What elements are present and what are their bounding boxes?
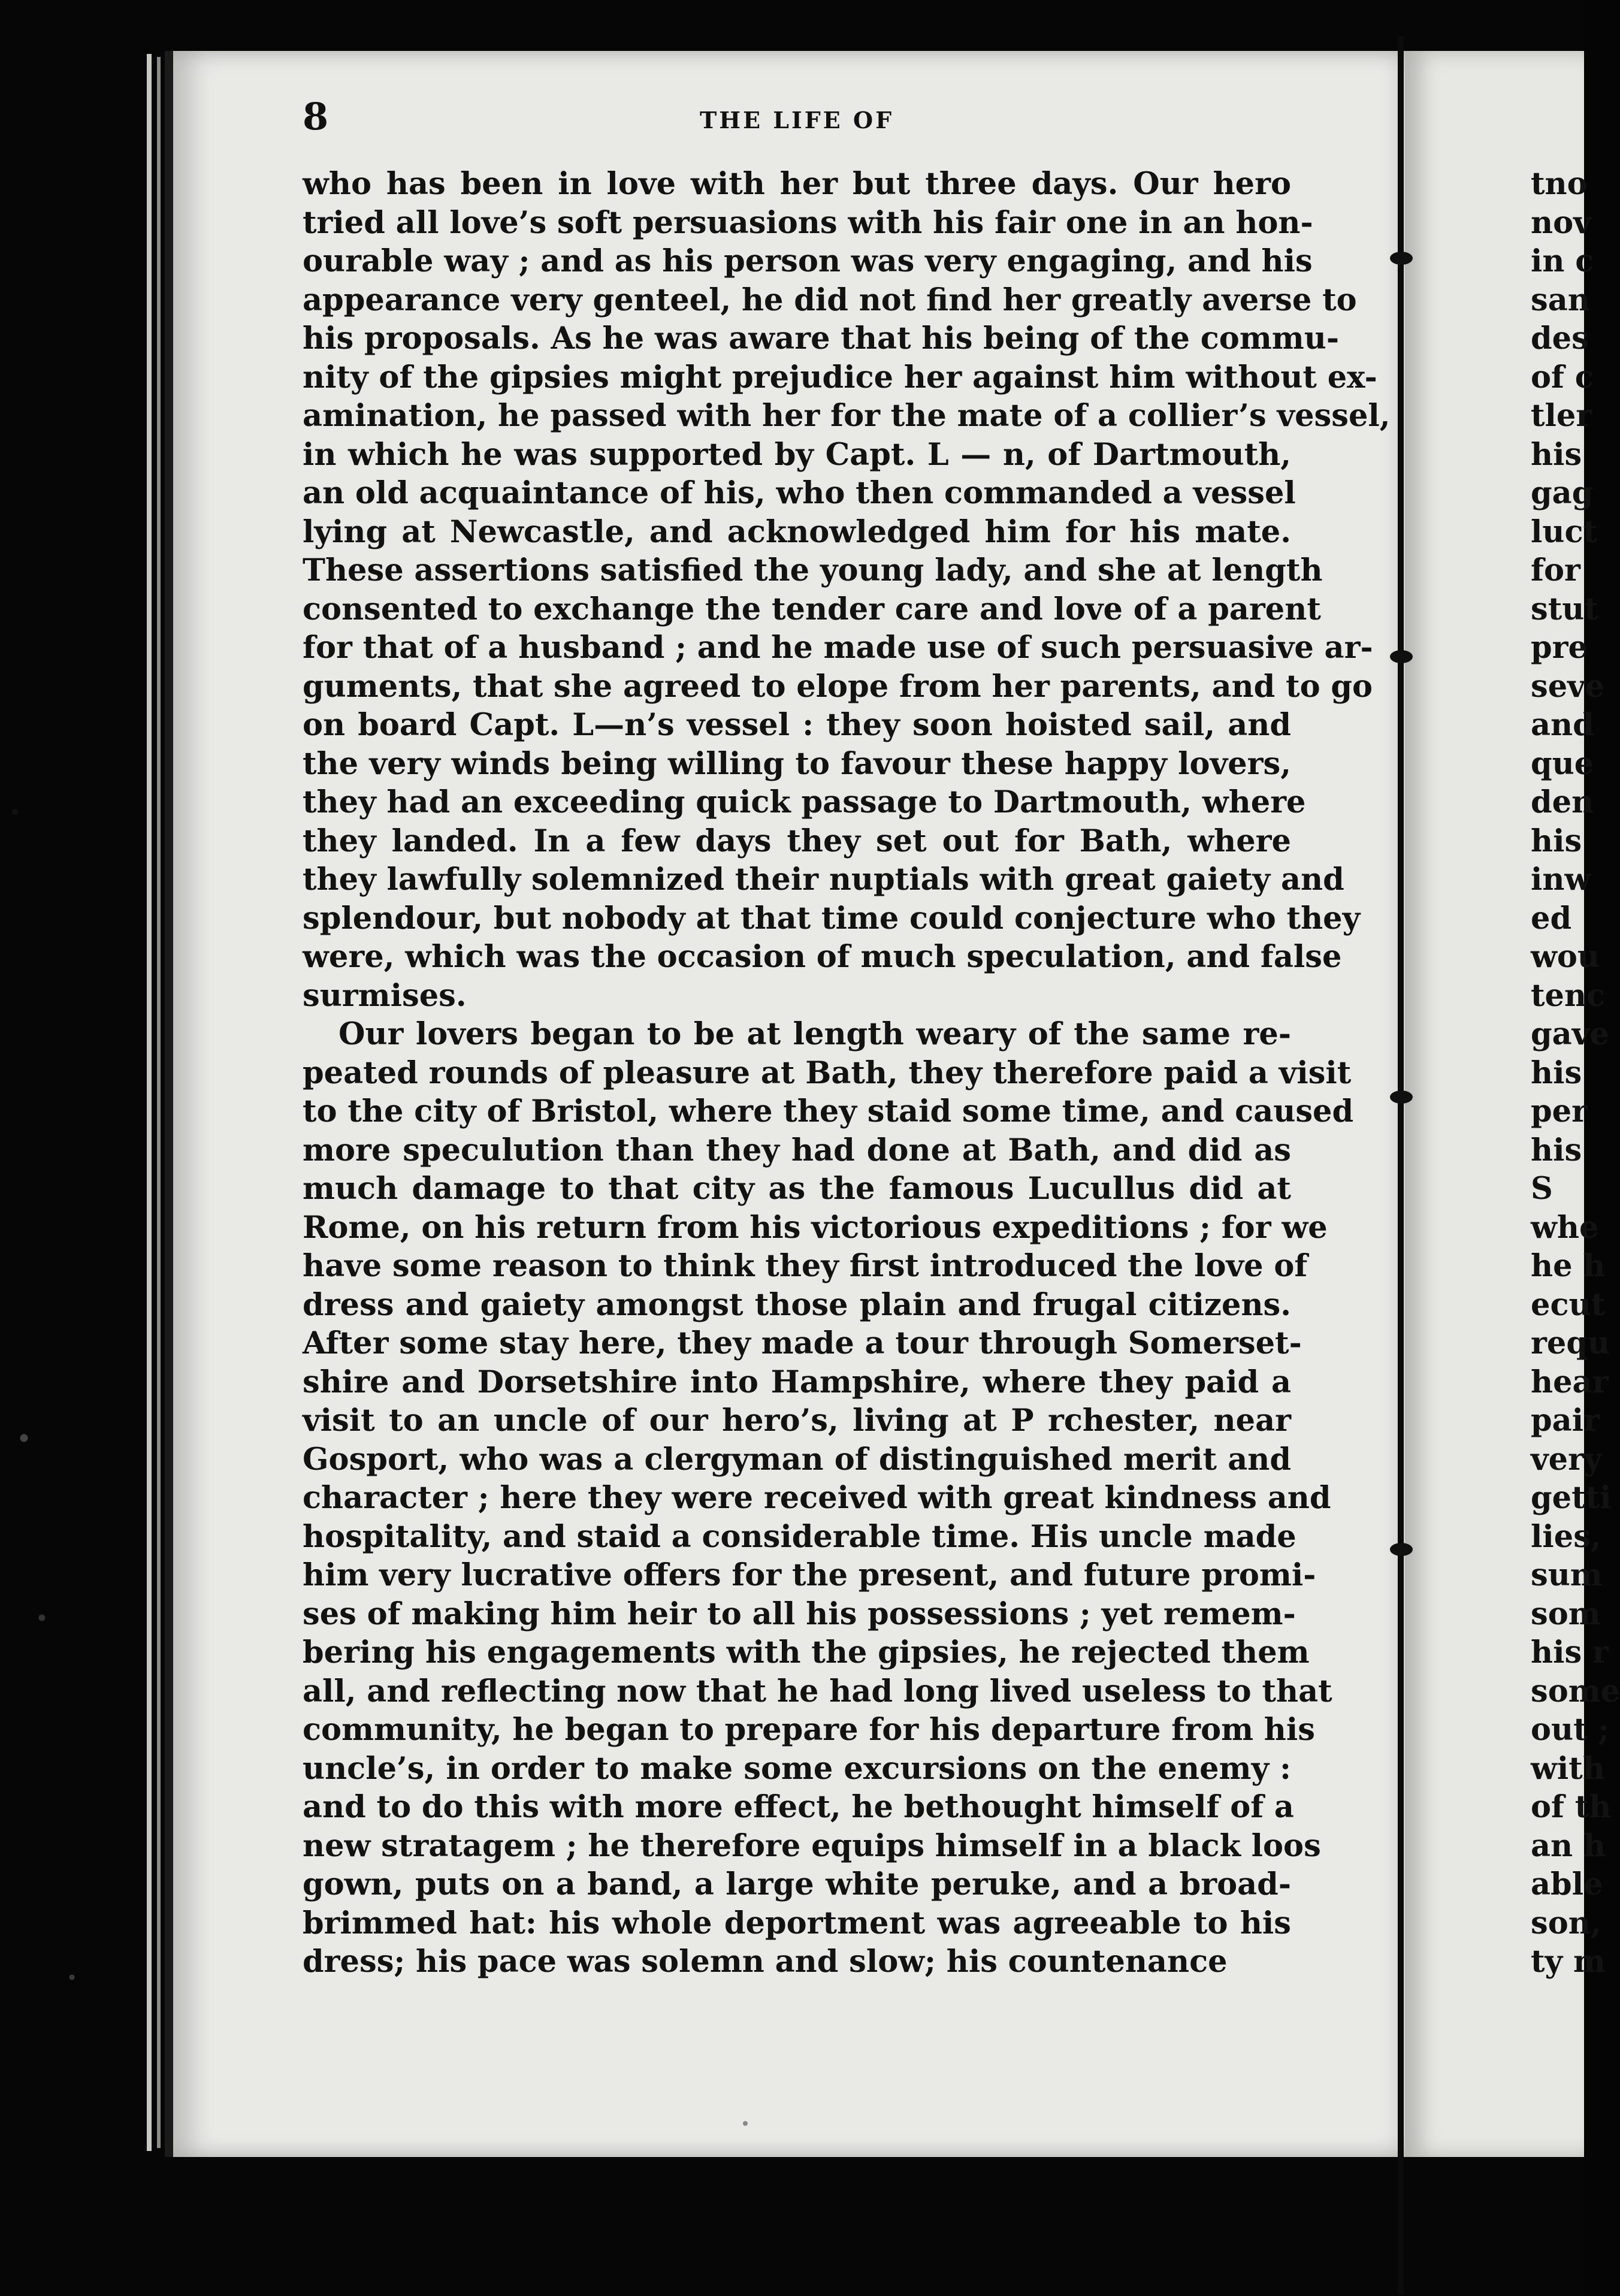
- text-line: ses of making him heir to all his possessions ; yet remem-: [303, 1596, 1296, 1632]
- text-line: they lawfully solemnized their nuptials with great gaiety and: [303, 862, 1344, 898]
- text-line: consented to exchange the tender care and love of a parent: [303, 591, 1321, 627]
- facing-page-line: pair: [1531, 1403, 1600, 1439]
- text-line: Gosport, who was a clergyman of distinguished merit and: [303, 1441, 1291, 1478]
- text-line: who has been in love with her but three days. Our hero: [303, 166, 1291, 202]
- text-line: gown, puts on a band, a large white peruke, and a broad-: [303, 1866, 1291, 1902]
- facing-page-line: his: [1531, 436, 1582, 473]
- facing-page-line: sum: [1531, 1557, 1603, 1593]
- text-line: surmises.: [303, 977, 467, 1014]
- facing-page-line: gag: [1531, 475, 1594, 511]
- scan-speck: [12, 809, 18, 815]
- text-line: bering his engagements with the gipsies, he rejected them: [303, 1635, 1310, 1670]
- facing-page-line: gave: [1531, 1016, 1609, 1052]
- facing-page-line: tenc: [1531, 977, 1606, 1014]
- binding-stitch-mark: [1390, 650, 1413, 663]
- facing-page-line: pre: [1531, 630, 1588, 666]
- facing-page-line: den: [1531, 784, 1594, 820]
- text-line: uncle’s, in order to make some excursions on the enemy :: [303, 1750, 1291, 1787]
- text-line: guments, that she agreed to elope from her parents, and to go: [303, 668, 1373, 705]
- text-line: splendour, but nobody at that time could conjecture who they: [303, 900, 1361, 936]
- facing-page-line: requ: [1531, 1325, 1610, 1361]
- facing-page-line: of th: [1531, 1789, 1612, 1825]
- text-line: have some reason to think they first introduced the love of: [303, 1248, 1308, 1284]
- text-line: shire and Dorsetshire into Hampshire, where they paid a: [303, 1364, 1291, 1400]
- facing-page-line: able: [1531, 1866, 1603, 1902]
- text-line: for that of a husband ; and he made use of such persuasive ar-: [303, 630, 1373, 666]
- text-line: peated rounds of pleasure at Bath, they therefore paid a visit: [303, 1055, 1352, 1091]
- text-line: Our lovers began to be at length weary of the same re-: [338, 1016, 1291, 1052]
- text-line: his proposals. As he was aware that his being of the commu-: [303, 321, 1339, 357]
- facing-page-line: son,: [1531, 1905, 1601, 1941]
- facing-page-line: an h: [1531, 1827, 1606, 1864]
- text-line: an old acquaintance of his, who then commanded a vessel: [303, 475, 1296, 511]
- facing-page-line: S: [1531, 1171, 1553, 1207]
- text-line: on board Capt. L—n’s vessel : they soon hoisted sail, and: [303, 707, 1291, 743]
- facing-page-line: ty m: [1531, 1944, 1606, 1980]
- text-line: tried all love’s soft persuasions with his fair one in an hon-: [303, 204, 1313, 241]
- text-line: ourable way ; and as his person was very engaging, and his: [303, 243, 1313, 279]
- text-line: Rome, on his return from his victorious expeditions ; for we: [303, 1209, 1328, 1246]
- text-line: much damage to that city as the famous Lucullus did at: [303, 1171, 1291, 1207]
- facing-page-line: wou: [1531, 939, 1600, 975]
- facing-page-line: hear: [1531, 1364, 1609, 1400]
- text-line: to the city of Bristol, where they staid some time, and caused: [303, 1093, 1354, 1129]
- facing-page-line: in c: [1531, 243, 1594, 279]
- facing-page-line: getti: [1531, 1480, 1612, 1516]
- facing-page-line: his r: [1531, 1635, 1609, 1670]
- facing-page-line: san: [1531, 282, 1590, 318]
- facing-page-line: ed: [1531, 900, 1572, 936]
- text-line: they had an exceeding quick passage to Dartmouth, where: [303, 784, 1306, 820]
- text-line: in which he was supported by Capt. L — n, of Dartmouth,: [303, 436, 1291, 473]
- text-line: amination, he passed with her for the mate of a collier’s vessel,: [303, 398, 1391, 434]
- facing-page-line: per: [1531, 1093, 1588, 1129]
- binding-stitch-mark: [1390, 1543, 1413, 1556]
- facing-page-line: som: [1531, 1596, 1601, 1632]
- facing-page-line: his: [1531, 823, 1582, 859]
- book-gutter: [1398, 36, 1404, 2295]
- text-line: dress; his pace was solemn and slow; his countenance: [303, 1944, 1228, 1980]
- facing-page-line: des: [1531, 321, 1589, 357]
- facing-page-line: with: [1531, 1750, 1605, 1787]
- page-edge: [147, 54, 152, 2151]
- facing-page-line: his: [1531, 1132, 1582, 1168]
- facing-page-line: whe: [1531, 1209, 1599, 1246]
- facing-page-line: lies,: [1531, 1518, 1601, 1555]
- text-line: community, he began to prepare for his departure from his: [303, 1712, 1315, 1748]
- binding-stitch-mark: [1390, 252, 1413, 265]
- text-line: nity of the gipsies might prejudice her against him without ex-: [303, 359, 1377, 395]
- text-line: they landed. In a few days they set out for Bath, where: [303, 823, 1291, 859]
- text-line: dress and gaiety amongst those plain and frugal citizens.: [303, 1286, 1291, 1323]
- facing-page-line: seve: [1531, 668, 1605, 705]
- text-line: all, and reflecting now that he had long lived useless to that: [303, 1673, 1332, 1709]
- text-line: the very winds being willing to favour these happy lovers,: [303, 745, 1291, 782]
- text-line: more speculution than they had done at Bath, and did as: [303, 1132, 1291, 1168]
- facing-page-line: out ;: [1531, 1712, 1610, 1748]
- text-line: visit to an uncle of our hero’s, living at P rchester, near: [303, 1403, 1291, 1439]
- text-line: lying at Newcastle, and acknowledged him for his mate.: [303, 513, 1291, 550]
- facing-page-line: ecut: [1531, 1286, 1606, 1323]
- text-line: appearance very genteel, he did not find her greatly averse to: [303, 282, 1357, 318]
- binding-stitch-mark: [1390, 1090, 1413, 1104]
- facing-page-line: of c: [1531, 359, 1594, 395]
- facing-page-line: his: [1531, 1055, 1582, 1091]
- facing-page-line: luct: [1531, 513, 1598, 550]
- body-text: [303, 165, 1391, 1981]
- text-line: were, which was the occasion of much speculation, and false: [303, 939, 1342, 975]
- facing-page-line: tler: [1531, 398, 1592, 434]
- text-line: After some stay here, they made a tour through Somerset-: [303, 1325, 1302, 1361]
- text-line: him very lucrative offers for the present, and future promi-: [303, 1557, 1316, 1593]
- facing-page-line: inw: [1531, 862, 1591, 898]
- facing-page-text-fragment: [1531, 165, 1620, 1981]
- page-number: 8: [303, 95, 329, 138]
- text-line: brimmed hat: his whole deportment was agreeable to his: [303, 1905, 1291, 1941]
- facing-page-line: tno: [1531, 166, 1588, 202]
- text-line: hospitality, and staid a considerable time. His uncle made: [303, 1518, 1296, 1555]
- scan-speck: [743, 2121, 748, 2126]
- page-edge-shadow: [157, 57, 161, 2148]
- running-title: THE LIFE OF: [699, 107, 894, 134]
- text-line: These assertions satisfied the young lady, and she at length: [303, 552, 1323, 588]
- text-line: character ; here they were received with great kindness and: [303, 1480, 1331, 1516]
- facing-page-line: some: [1531, 1673, 1620, 1709]
- text-line: new stratagem ; he therefore equips himself in a black loos: [303, 1827, 1321, 1864]
- facing-page-line: stut: [1531, 591, 1598, 627]
- text-line: and to do this with more effect, he bethought himself of a: [303, 1789, 1294, 1825]
- facing-page-line: he h: [1531, 1248, 1606, 1284]
- facing-page-line: for: [1531, 552, 1580, 588]
- facing-page-line: que: [1531, 745, 1594, 782]
- facing-page-line: and: [1531, 707, 1594, 743]
- running-head: [303, 95, 1291, 149]
- facing-page-line: nov: [1531, 204, 1591, 241]
- facing-page-line: very: [1531, 1441, 1602, 1478]
